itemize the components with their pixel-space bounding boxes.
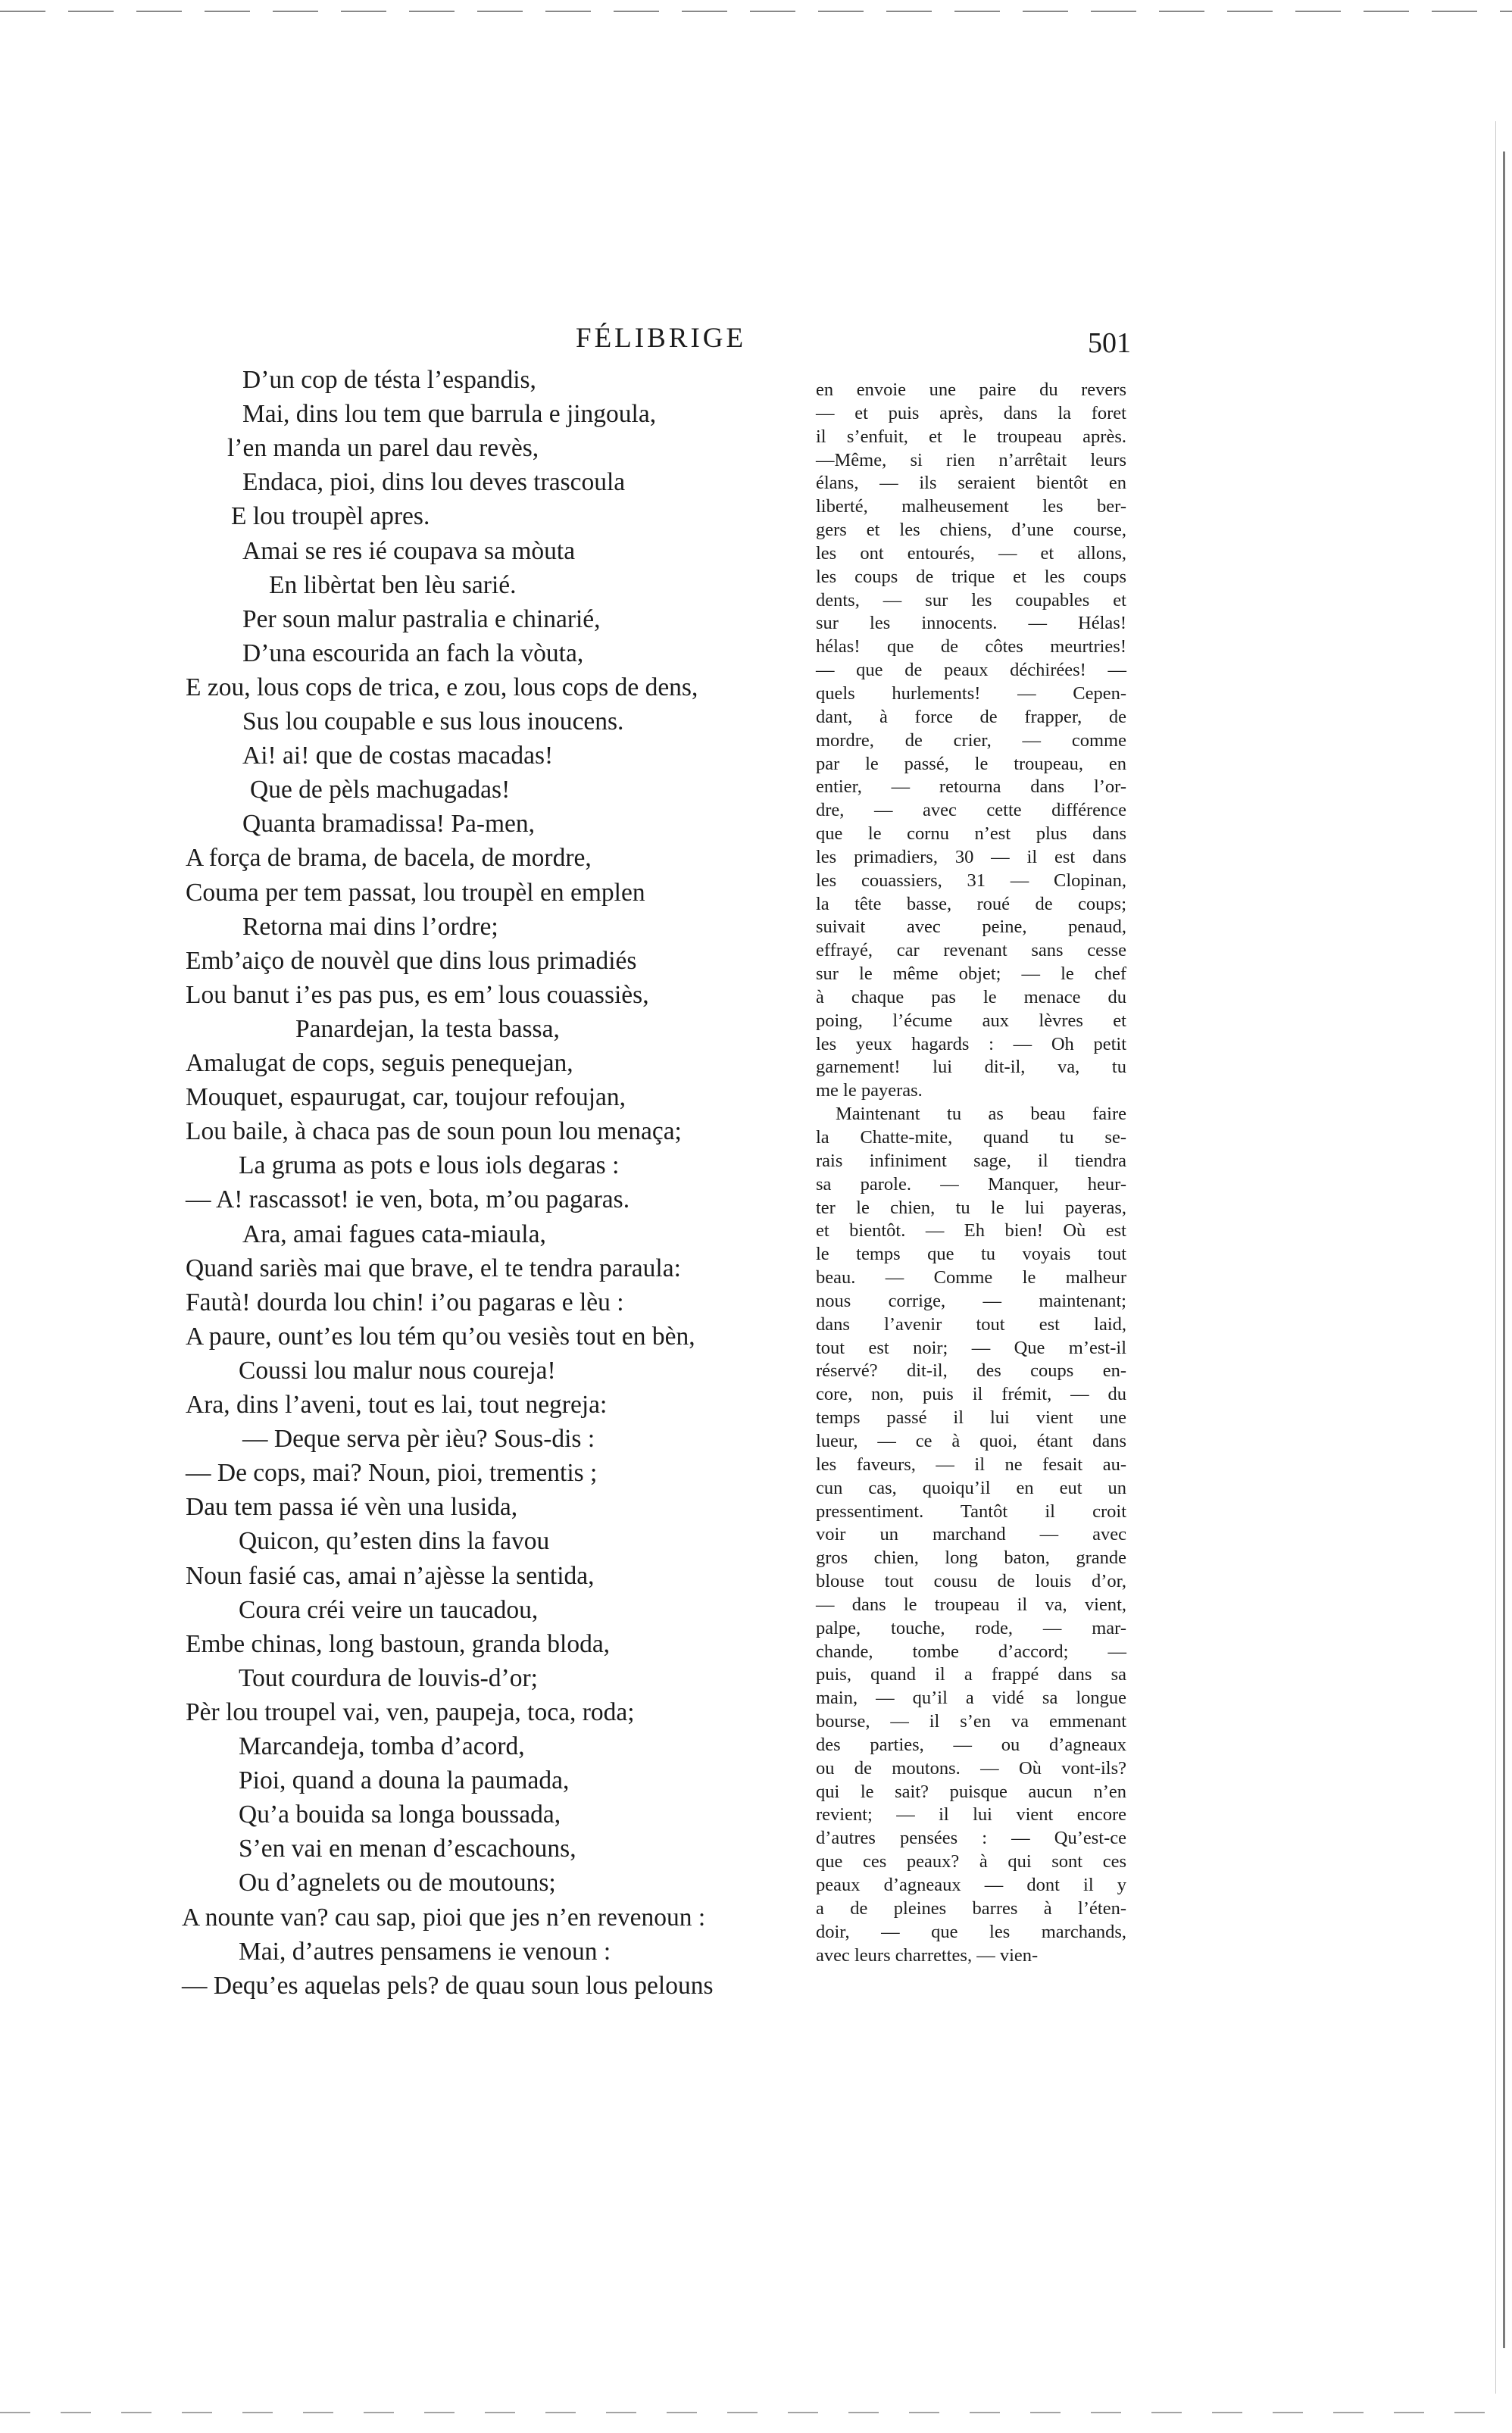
poem-line: En libèrtat ben lèu sarié. — [269, 570, 517, 599]
translation-line: — que de peaux déchirées! — — [816, 660, 1126, 681]
scan-edge-top — [0, 11, 1512, 12]
translation-line: — dans le troupeau il va, vient, — [816, 1594, 1126, 1615]
translation-line: Maintenant tu as beau faire — [836, 1104, 1126, 1125]
poem-line: Amai se res ié coupava sa mòuta — [242, 536, 576, 565]
translation-line: les coups de trique et les coups — [816, 566, 1126, 587]
translation-line: blouse tout cousu de louis d’or, — [816, 1571, 1126, 1592]
translation-line: les primadiers, 30 — il est dans — [816, 846, 1126, 867]
poem-line: Quicon, qu’esten dins la favou — [239, 1527, 550, 1556]
poem-line: Pioi, quand a douna la paumada, — [239, 1766, 570, 1795]
translation-line: par le passé, le troupeau, en — [816, 753, 1126, 774]
translation-line: main, — qu’il a vidé sa longue — [816, 1688, 1126, 1709]
scan-edge-right — [1503, 151, 1505, 2348]
poem-line: La gruma as pots e lous iols degaras : — [239, 1151, 620, 1180]
translation-line: d’autres pensées : — Qu’est-ce — [816, 1828, 1126, 1849]
translation-line: les faveurs, — il ne fesait au- — [816, 1454, 1126, 1475]
translation-line: et bientôt. — Eh bien! Où est — [816, 1220, 1126, 1241]
poem-line: Noun fasié cas, amai n’ajèsse la sentida, — [186, 1561, 595, 1590]
translation-line: gers et les chiens, d’une course, — [816, 520, 1126, 541]
translation-line: chande, tombe d’accord; — — [816, 1641, 1126, 1662]
translation-line: des parties, — ou d’agneaux — [816, 1734, 1126, 1755]
translation-line: quels hurlements! — Cepen- — [816, 682, 1126, 704]
poem-line: Que de pèls machugadas! — [250, 776, 511, 804]
poem-line: Lou banut i’es pas pus, es em’ lous couassiès, — [186, 980, 649, 1009]
translation-line: en envoie une paire du revers — [816, 379, 1126, 400]
poem-line: Mai, dins lou tem que barrula e jingoula, — [242, 400, 657, 429]
page-number: 501 — [1088, 327, 1131, 359]
poem-line: Lou baile, à chaca pas de soun poun lou menaça; — [186, 1117, 682, 1146]
translation-line: dans l’avenir tout est laid, — [816, 1313, 1126, 1335]
poem-line: Pèr lou troupel vai, ven, paupeja, toca, roda; — [186, 1697, 635, 1726]
translation-line: voir un marchand — avec — [816, 1524, 1126, 1545]
poem-line: Panardejan, la testa bassa, — [295, 1014, 560, 1043]
translation-line: dant, à force de frapper, de — [816, 706, 1126, 727]
poem-line: Qu’a bouida sa longa boussada, — [239, 1801, 561, 1829]
translation-line: puis, quand il a frappé dans sa — [816, 1664, 1126, 1685]
translation-line: avec leurs charrettes, — vien- — [816, 1944, 1039, 1966]
translation-line: core, non, puis il frémit, — du — [816, 1384, 1126, 1405]
translation-line: entier, — retourna dans l’or- — [816, 776, 1126, 798]
poem-line: Coura créi veire un taucadou, — [239, 1595, 539, 1624]
translation-line: ter le chien, tu le lui payeras, — [816, 1197, 1126, 1218]
translation-line: revient; — il lui vient encore — [816, 1804, 1126, 1826]
poem-line: Retorna mai dins l’ordre; — [242, 912, 498, 941]
poem-line: Amalugat de cops, seguis penequejan, — [186, 1049, 573, 1077]
translation-line: les yeux hagards : — Oh petit — [816, 1033, 1126, 1054]
translation-line: les couassiers, 31 — Clopinan, — [816, 870, 1126, 891]
translation-line: la Chatte-mite, quand tu se- — [816, 1127, 1126, 1148]
translation-line: pressentiment. Tantôt il croit — [816, 1501, 1126, 1522]
translation-line: élans, — ils seraient bientôt en — [816, 473, 1126, 494]
translation-line: a de pleines barres à l’éten- — [816, 1897, 1126, 1919]
poem-line: — Dequ’es aquelas pels? de quau soun lous pelouns — [182, 1971, 714, 2000]
translation-line: palpe, touche, rode, — mar- — [816, 1617, 1126, 1638]
poem-line: A paure, ount’es lou tém qu’ou vesiès tout en bèn, — [186, 1322, 695, 1351]
translation-line: garnement! lui dit-il, va, tu — [816, 1057, 1126, 1078]
translation-line: dents, — sur les coupables et — [816, 589, 1126, 611]
poem-line: l’en manda un parel dau revès, — [227, 434, 539, 463]
translation-line: mordre, de crier, — comme — [816, 729, 1126, 751]
translation-line: il s’enfuit, et le troupeau après. — [816, 426, 1126, 447]
poem-line: Ou d’agnelets ou de moutouns; — [239, 1869, 556, 1897]
translation-line: hélas! que de côtes meurtries! — [816, 636, 1126, 657]
poem-line: Ai! ai! que de costas macadas! — [242, 742, 554, 770]
translation-line: la tête basse, roué de coups; — [816, 893, 1126, 914]
poem-line: Marcandeja, tomba d’acord, — [239, 1732, 525, 1760]
running-title: FÉLIBRIGE — [576, 323, 747, 354]
poem-line: Couma per tem passat, lou troupèl en emplen — [186, 878, 645, 907]
poem-line: D’una escourida an fach la vòuta, — [242, 639, 584, 667]
translation-line: les ont entourés, — et allons, — [816, 542, 1126, 564]
translation-line: suivait avec peine, penaud, — [816, 917, 1126, 938]
translation-line: à chaque pas le menace du — [816, 986, 1126, 1007]
poem-line: Tout courdura de louvis-d’or; — [239, 1663, 538, 1692]
translation-line: sa parole. — Manquer, heur- — [816, 1173, 1126, 1195]
translation-line: le temps que tu voyais tout — [816, 1244, 1126, 1265]
poem-line: Coussi lou malur nous coureja! — [239, 1356, 556, 1385]
poem-line: Emb’aiço de nouvèl que dins lous primadiés — [186, 946, 637, 975]
translation-line: cun cas, quoiqu’il en eut un — [816, 1477, 1126, 1498]
translation-line: liberté, malheusement les ber- — [816, 496, 1126, 517]
running-head — [0, 322, 1512, 360]
poem-line: Sus lou coupable e sus lous inoucens. — [242, 707, 624, 736]
poem-line: Per soun malur pastralia e chinarié, — [242, 604, 601, 633]
poem-line: E zou, lous cops de trica, e zou, lous cops de dens, — [186, 673, 698, 701]
poem-line: A força de brama, de bacela, de mordre, — [186, 844, 592, 873]
translation-line: gros chien, long baton, grande — [816, 1548, 1126, 1569]
poem-line: D’un cop de tésta l’espandis, — [242, 366, 536, 394]
poem-line: Quand sariès mai que brave, el te tendra paraula: — [186, 1254, 681, 1282]
translation-line: sur le même objet; — le chef — [816, 964, 1126, 985]
poem-line: — Deque serva pèr ièu? Sous-dis : — [242, 1425, 595, 1454]
translation-line: —Même, si rien n’arrêtait leurs — [816, 449, 1126, 470]
translation-line: beau. — Comme le malheur — [816, 1267, 1126, 1288]
translation-line: rais infiniment sage, il tiendra — [816, 1150, 1126, 1171]
translation-line: dre, — avec cette différence — [816, 800, 1126, 821]
poem-line: S’en vai en menan d’escachouns, — [239, 1835, 576, 1863]
translation-line: me le payeras. — [816, 1080, 923, 1101]
scan-edge-right-faint — [1495, 121, 1496, 2394]
poem-line: A nounte van? cau sap, pioi que jes n’en revenoun : — [182, 1903, 706, 1932]
poem-line: — A! rascassot! ie ven, bota, m’ou pagaras. — [186, 1185, 630, 1214]
poem-line: — De cops, mai? Noun, pioi, trementis ; — [186, 1459, 598, 1488]
translation-line: doir, — que les marchands, — [816, 1921, 1126, 1942]
translation-line: poing, l’écume aux lèvres et — [816, 1010, 1126, 1031]
poem-line: E lou troupèl apres. — [231, 502, 430, 531]
poem-line: Mai, d’autres pensamens ie venoun : — [239, 1937, 611, 1966]
poem-line: Dau tem passa ié vèn una lusida, — [186, 1493, 518, 1522]
poem-line: Fautà! dourda lou chin! i’ou pagaras e lèu : — [186, 1288, 624, 1316]
translation-line: ou de moutons. — Où vont-ils? — [816, 1757, 1126, 1779]
translation-line: réservé? dit-il, des coups en- — [816, 1360, 1126, 1382]
translation-line: nous corrige, — maintenant; — [816, 1290, 1126, 1311]
translation-line: tout est noir; — Que m’est-il — [816, 1337, 1126, 1358]
scan-edge-bottom — [0, 2412, 1512, 2413]
translation-line: sur les innocents. — Hélas! — [816, 613, 1126, 634]
poem-line: Ara, dins l’aveni, tout es lai, tout negreja: — [186, 1391, 608, 1419]
poem-line: Mouquet, espaurugat, car, toujour refoujan, — [186, 1083, 626, 1112]
translation-line: lueur, — ce à quoi, étant dans — [816, 1430, 1126, 1451]
poem-line: Quanta bramadissa! Pa-men, — [242, 810, 536, 839]
translation-line: effrayé, car revenant sans cesse — [816, 940, 1126, 961]
translation-line: qui le sait? puisque aucun n’en — [816, 1781, 1126, 1802]
translation-line: peaux d’agneaux — dont il y — [816, 1875, 1126, 1895]
french-translation-column — [816, 379, 1126, 1967]
translation-line: bourse, — il s’en va emmenant — [816, 1711, 1126, 1732]
translation-line: que ces peaux? à qui sont ces — [816, 1851, 1126, 1872]
translation-line: que le cornu n’est plus dans — [816, 823, 1126, 845]
translation-line: — et puis après, dans la foret — [816, 402, 1126, 423]
poem-line: Embe chinas, long bastoun, granda bloda, — [186, 1629, 611, 1658]
poem-line: Ara, amai fagues cata-miaula, — [242, 1220, 546, 1248]
translation-line: temps passé il lui vient une — [816, 1407, 1126, 1429]
poem-line: Endaca, pioi, dins lou deves trascoula — [242, 468, 626, 497]
